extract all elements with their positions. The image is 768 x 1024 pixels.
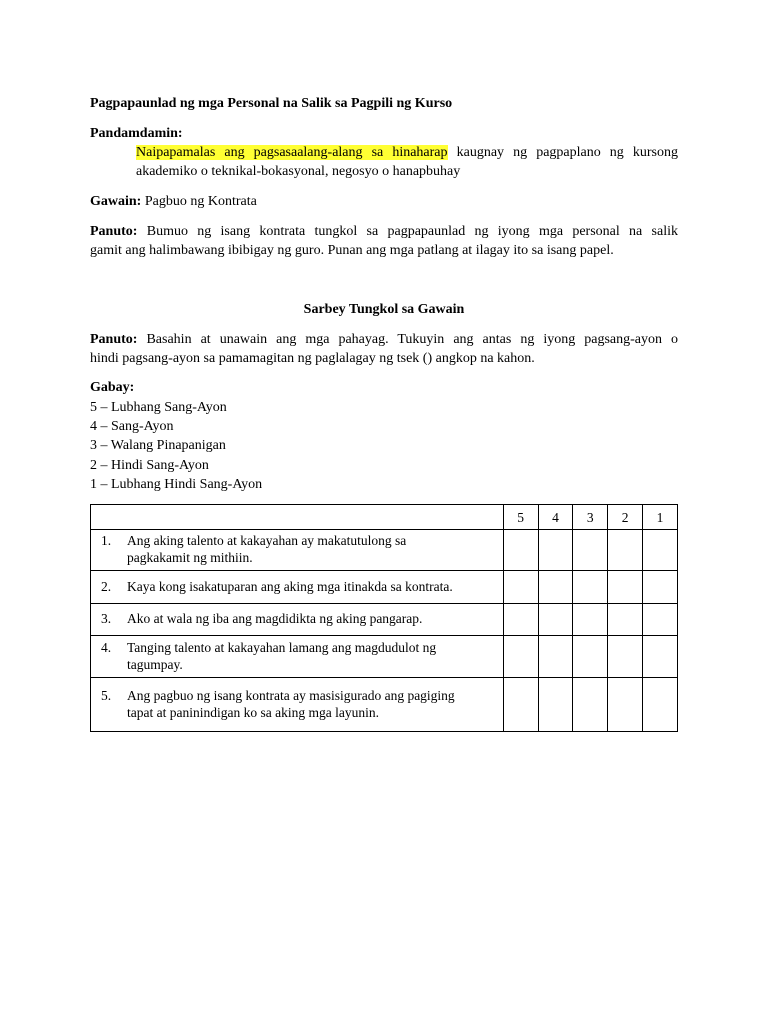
rating-checkbox-3[interactable]: [573, 636, 608, 678]
gawain-value: Pagbuo ng Kontrata: [141, 194, 257, 209]
rating-checkbox-4[interactable]: [538, 571, 573, 604]
header-col-2: 2: [608, 505, 643, 530]
statement-number: 3.: [101, 611, 112, 626]
rating-checkbox-4[interactable]: [538, 636, 573, 678]
rating-checkbox-5[interactable]: [503, 604, 538, 636]
statement-cell: [91, 604, 504, 636]
statement-cell: [91, 678, 504, 732]
gawain-line: [90, 192, 678, 211]
rating-checkbox-4[interactable]: [538, 604, 573, 636]
rating-checkbox-3[interactable]: [573, 571, 608, 604]
gabay-item: 3 – Walang Pinapanigan: [90, 438, 226, 453]
header-col-5: 5: [503, 505, 538, 530]
rating-checkbox-5[interactable]: [503, 636, 538, 678]
statement-cell: [91, 571, 504, 604]
rating-checkbox-4[interactable]: [538, 678, 573, 732]
rating-checkbox-1[interactable]: [643, 604, 678, 636]
statement-text: Kaya kong isakatuparan ang aking mga itinakda sa kontrata.: [127, 578, 453, 594]
gabay-item: 5 – Lubhang Sang-Ayon: [90, 400, 227, 415]
rating-checkbox-4[interactable]: [538, 530, 573, 571]
table-row: [91, 678, 678, 732]
rating-checkbox-1[interactable]: [643, 678, 678, 732]
rating-checkbox-3[interactable]: [573, 604, 608, 636]
table-header-row: [91, 505, 678, 530]
statement-text: pagkakamit ng mithiin.: [127, 550, 253, 565]
rating-checkbox-2[interactable]: [608, 604, 643, 636]
highlighted-text: Naipapamalas ang pagsasaalang-alang sa hinaharap: [136, 145, 448, 160]
page-title: Pagpapaunlad ng mga Personal na Salik sa Pagpili ng Kurso: [90, 96, 453, 111]
pandamdamin-line2: akademiko o teknikal-bokasyonal, negosyo o hanapbuhay: [136, 164, 461, 179]
header-col-1: 1: [643, 505, 678, 530]
rating-checkbox-2[interactable]: [608, 530, 643, 571]
statement-text: tapat at paninindigan ko sa aking mga layunin.: [127, 704, 379, 720]
panuto1-label: Panuto:: [90, 224, 138, 239]
panuto1-line1: [90, 222, 678, 241]
pandamdamin-label: Pandamdamin:: [90, 126, 183, 141]
panuto2-line1: [90, 330, 678, 349]
table-row: [91, 604, 678, 636]
pandamdamin-line1: [136, 143, 678, 162]
statement-number: 4.: [101, 639, 112, 655]
panuto1-text1: Bumuo ng isang kontrata tungkol sa pagpapaunlad ng iyong mga personal na salik: [137, 224, 678, 239]
gabay-item: 4 – Sang-Ayon: [90, 419, 174, 434]
panuto1-line2: gamit ang halimbawang ibibigay ng guro. Punan ang mga patlang at ilagay ito sa isang papel.: [90, 243, 614, 258]
header-col-3: 3: [573, 505, 608, 530]
statement-number: 5.: [101, 687, 112, 703]
pandamdamin-rest: kaugnay ng pagpaplano ng kursong: [447, 145, 678, 160]
rating-checkbox-3[interactable]: [573, 530, 608, 571]
statement-number: 1.: [101, 533, 112, 548]
statement-number: 2.: [101, 578, 112, 594]
table-row: [91, 530, 678, 571]
panuto2-text1: Basahin at unawain ang mga pahayag. Tukuyin ang antas ng iyong pagsang-ayon o: [137, 332, 678, 347]
table-row: [91, 636, 678, 678]
rating-checkbox-3[interactable]: [573, 678, 608, 732]
statement-text: Ako at wala ng iba ang magdidikta ng aking pangarap.: [127, 611, 423, 626]
rating-checkbox-1[interactable]: [643, 571, 678, 604]
rating-checkbox-2[interactable]: [608, 636, 643, 678]
survey-title: Sarbey Tungkol sa Gawain: [303, 302, 465, 317]
header-blank-cell: [91, 505, 504, 530]
panuto2-line2: hindi pagsang-ayon sa pamamagitan ng paglalagay ng tsek () angkop na kahon.: [90, 351, 535, 366]
statement-text: Ang aking talento at kakayahan ay makatutulong sa: [127, 533, 407, 548]
rating-checkbox-5[interactable]: [503, 678, 538, 732]
statement-cell: [91, 636, 504, 678]
gabay-label: Gabay:: [90, 380, 135, 395]
survey-table: [90, 504, 678, 732]
table-row: [91, 571, 678, 604]
gabay-item: 1 – Lubhang Hindi Sang-Ayon: [90, 477, 263, 492]
statement-text: tagumpay.: [127, 656, 183, 672]
gawain-label: Gawain:: [90, 194, 142, 209]
rating-checkbox-5[interactable]: [503, 571, 538, 604]
gabay-item: 2 – Hindi Sang-Ayon: [90, 458, 209, 473]
rating-checkbox-5[interactable]: [503, 530, 538, 571]
statement-text: Tanging talento at kakayahan lamang ang magdudulot ng: [127, 639, 437, 655]
rating-checkbox-2[interactable]: [608, 678, 643, 732]
rating-checkbox-1[interactable]: [643, 636, 678, 678]
panuto2-label: Panuto:: [90, 332, 138, 347]
rating-checkbox-2[interactable]: [608, 571, 643, 604]
header-col-4: 4: [538, 505, 573, 530]
statement-cell: [91, 530, 504, 571]
rating-checkbox-1[interactable]: [643, 530, 678, 571]
statement-text: Ang pagbuo ng isang kontrata ay masisigurado ang pagiging: [127, 687, 455, 703]
